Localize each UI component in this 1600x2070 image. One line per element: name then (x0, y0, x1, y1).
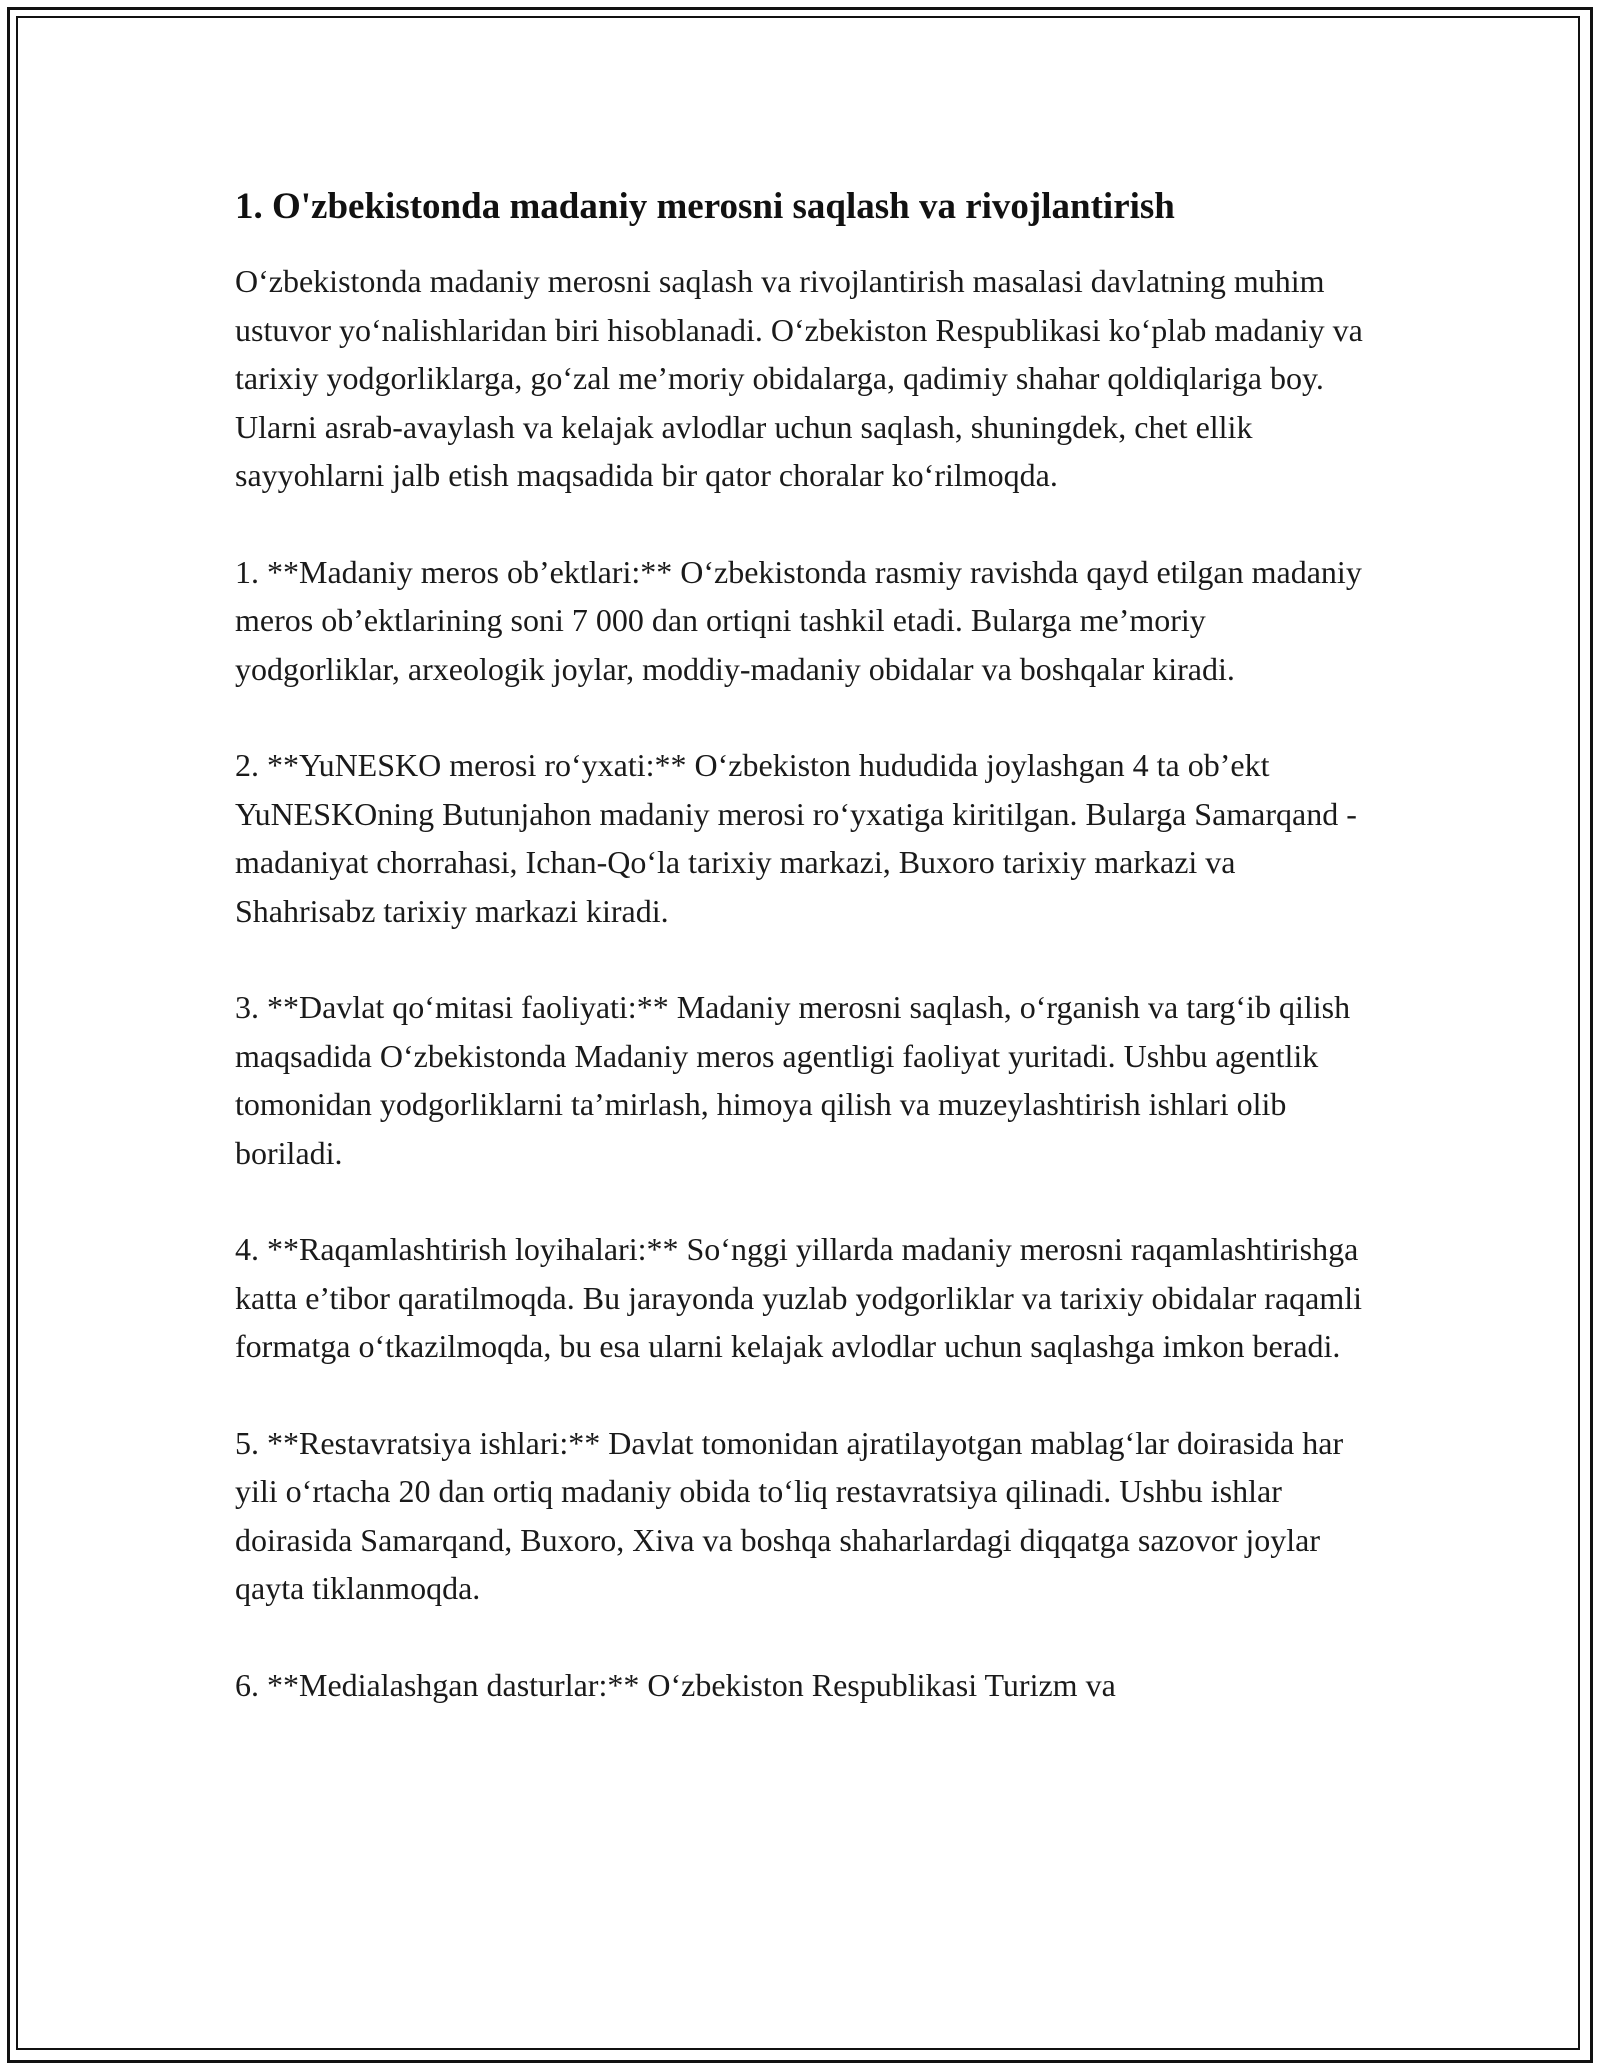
paragraph-unesco-list: 2. **YuNESKO merosi ro‘yxati:** O‘zbekiston hududida joylashgan 4 ta ob’ekt YuNESKOning Butunjahon madaniy merosi ro‘yxatiga kiritilgan. Bularga Samarqand - madaniyat chorrahasi, Ichan-Qo‘la tarixiy markazi, Buxoro tarixiy markazi va Shahrisabz tarixiy markazi kiradi. (235, 747, 1357, 929)
paragraph-cultural-heritage-objects: 1. **Madaniy meros ob’ektlari:** O‘zbekistonda rasmiy ravishda qayd etilgan madaniy meros ob’ektlarining soni 7 000 dan ortiqni tashkil etadi. Bularga me’moriy yodgorliklar, arxeologik joylar, moddiy-madaniy obidalar va boshqalar kiradi. (235, 553, 1362, 687)
paragraph-media-programs: 6. **Medialashgan dasturlar:** O‘zbekiston Respublikasi Turizm va (235, 1666, 1116, 1703)
paragraph-digitization-projects: 4. **Raqamlashtirish loyihalari:** So‘nggi yillarda madaniy merosni raqamlashtirishga katta e’tibor qaratilmoqda. Bu jarayonda yuzlab yodgorliklar va tarixiy obidalar raqamli formatga o‘tkazilmoqda, bu esa ularni kelajak avlodlar uchun saqlashga imkon beradi. (235, 1231, 1363, 1364)
paragraph-state-committee: 3. **Davlat qo‘mitasi faoliyati:** Madaniy merosni saqlash, o‘rganish va targ‘ib qilish maqsadida O‘zbekistonda Madaniy meros agentligi faoliyat yuritadi. Ushbu agentlik tomonidan yodgorliklarni ta’mirlash, himoya qilish va muzeylashtirish ishlari olib boriladi. (235, 989, 1351, 1171)
intro-paragraph: O‘zbekistonda madaniy merosni saqlash va rivojlantirish masalasi davlatning muhim ustuvor yo‘nalishlaridan biri hisoblanadi. O‘zbekiston Respublikasi ko‘plab madaniy va tarixiy yodgorliklarga, go‘zal me’moriy obidalarga, qadimiy shahar qoldiqlariga boy. Ularni asrab-avaylash va kelajak avlodlar uchun saqlash, shuningdek, chet ellik sayyohlarni jalb etish maqsadida bir qator choralar ko‘rilmoqda. (235, 263, 1363, 493)
paragraph-restoration-works: 5. **Restavratsiya ishlari:** Davlat tomonidan ajratilayotgan mablag‘lar doirasida har yili o‘rtacha 20 dan ortiq madaniy obida to‘liq restavratsiya qilinadi. Ushbu ishlar doirasida Samarqand, Buxoro, Xiva va boshqa shaharlardagi diqqatga sazovor joylar qayta tiklanmoqda. (235, 1424, 1344, 1606)
document-body (235, 185, 1375, 1757)
document-title: 1. O'zbekistonda madaniy merosni saqlash va rivojlantirish (235, 186, 1175, 227)
